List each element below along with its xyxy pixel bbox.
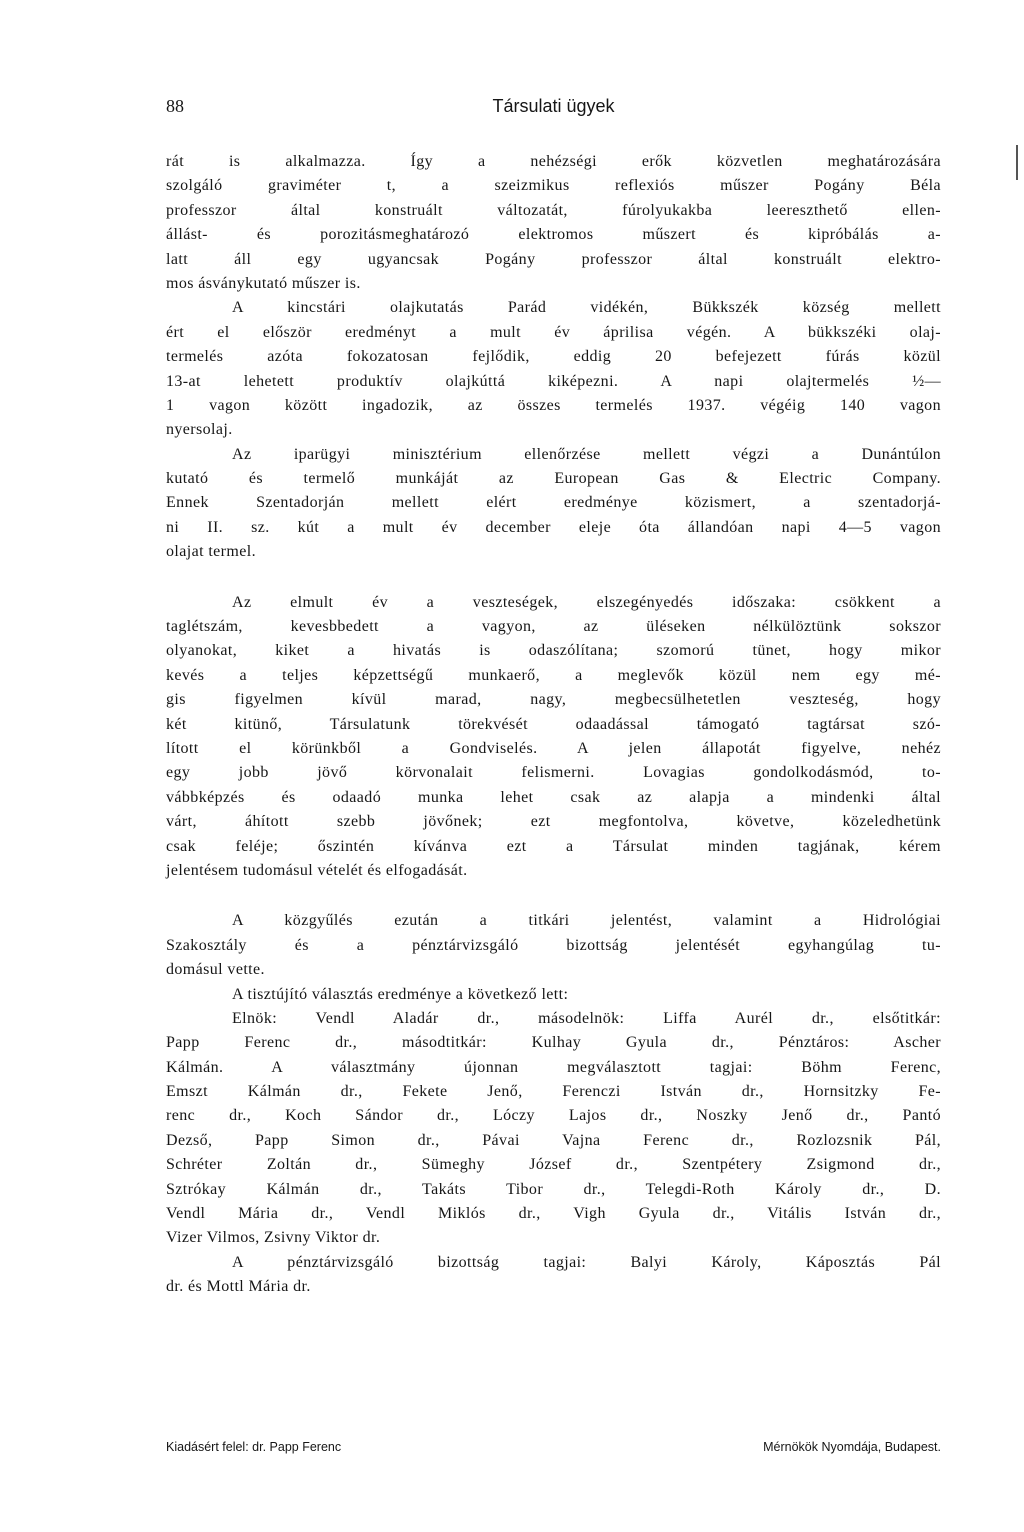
- text-line: állást- és porozitásmeghatározó elektromos műszert és kipróbálás a-: [166, 226, 941, 244]
- text-line: ni II. sz. kút a mult év december eleje óta állandóan napi 4—5 vagon: [166, 518, 941, 536]
- printer-credit: Mérnökök Nyomdája, Budapest.: [763, 1440, 941, 1454]
- paragraph: [166, 150, 941, 296]
- text-line: vábbképzés és odaadó munka lehet csak az alapja a mindenki által: [166, 788, 941, 806]
- paragraph-gap: [166, 565, 941, 591]
- text-line: kutató és termelő munkáját az European Gas & Electric Company.: [166, 470, 941, 488]
- text-line: olyanokat, kiket a hivatás is odaszólítana; szomorú tünet, hogy mikor: [166, 642, 941, 660]
- publisher-credit: Kiadásért felel: dr. Papp Ferenc: [166, 1440, 342, 1454]
- text-line: renc dr., Koch Sándor dr., Lóczy Lajos dr., Noszky Jenő dr., Pantó: [166, 1107, 941, 1125]
- page-header: [166, 96, 941, 124]
- page-number: 88: [166, 96, 184, 116]
- text-line: rát is alkalmazza. Így a nehézségi erők közvetlen meghatározására: [166, 153, 941, 170]
- text-line: A közgyűlés ezután a titkári jelentést, valamint a Hidrológiai: [232, 912, 941, 930]
- body-text: [166, 150, 941, 1300]
- text-line: domásul vette.: [166, 961, 265, 979]
- text-line: Dezső, Papp Simon dr., Pávai Vajna Ferenc dr., Rozlozsnik Pál,: [166, 1131, 941, 1149]
- text-line: latt áll egy ugyancsak Pogány professzor által konstruált elektro-: [166, 250, 941, 268]
- text-line: jelentésem tudomásul vételét és elfogadását.: [166, 861, 468, 879]
- text-line: A tisztújító választás eredménye a következő lett:: [232, 985, 569, 1003]
- paragraph-gap: [166, 883, 941, 909]
- paragraph: [166, 1007, 941, 1251]
- text-line: Szakosztály és a pénztárvizsgáló bizottság jelentését egyhangúlag tu-: [166, 936, 941, 954]
- text-line: két kitünő, Társulatunk törekvését odaadással támogató tagtársat szó-: [166, 715, 941, 733]
- text-line: 13-at lehetett produktív olajkúttá kiképezni. A napi olajtermelés ½—: [166, 372, 941, 390]
- paragraph: [166, 443, 941, 565]
- text-line: nyersolaj.: [166, 421, 233, 439]
- text-line: ért el először eredményt a mult év áprilisa végén. A bükkszéki olaj-: [166, 323, 941, 341]
- text-line: 1 vagon között ingadozik, az összes termelés 1937. végéig 140 vagon: [166, 396, 941, 414]
- running-title: Társulati ügyek: [492, 96, 615, 116]
- text-line: Emszt Kálmán dr., Fekete Jenő, Ferenczi István dr., Hornsitzky Fe-: [166, 1083, 941, 1101]
- text-line: professzor által konstruált változatát, fúrolyukakba leereszthető ellen-: [166, 201, 941, 219]
- text-line: Sztrókay Kálmán dr., Takáts Tibor dr., Telegdi-Roth Károly dr., D.: [166, 1180, 941, 1198]
- text-line: lított el körünkből a Gondviselés. A jelen állapotát figyelve, nehéz: [166, 739, 941, 757]
- text-line: szolgáló graviméter t, a szeizmikus reflexiós műszer Pogány Béla: [166, 177, 941, 195]
- text-line: Vizer Vilmos, Zsivny Viktor dr.: [166, 1229, 381, 1247]
- text-line: Vendl Mária dr., Vendl Miklós dr., Vigh Gyula dr., Vitális István dr.,: [166, 1205, 941, 1223]
- text-line: olajat termel.: [166, 543, 257, 561]
- text-line: Papp Ferenc dr., másodtitkár: Kulhay Gyula dr., Pénztáros: Ascher: [166, 1034, 941, 1052]
- text-line: A kincstári olajkutatás Parád vidékén, Bükkszék község mellett: [232, 299, 941, 317]
- text-line: várt, áhított szebb jövőnek; ezt megfontolva, követve, közeledhetünk: [166, 813, 941, 831]
- text-line: mos ásványkutató műszer is.: [166, 274, 361, 292]
- paragraph: [166, 983, 941, 1007]
- text-line: Az iparügyi minisztérium ellenőrzése mellett végzi a Dunántúlon: [232, 445, 941, 463]
- paragraph: [166, 296, 941, 442]
- text-line: Elnök: Vendl Aladár dr., másodelnök: Liffa Aurél dr., elsőtitkár:: [232, 1009, 941, 1027]
- text-line: termelés azóta fokozatosan fejlődik, eddig 20 befejezett fúrás közül: [166, 348, 941, 366]
- paragraph: [166, 1251, 941, 1300]
- text-line: kevés a teljes képzettségű munkaerő, a meglevők közül nem egy mé-: [166, 666, 941, 684]
- margin-mark: [1016, 145, 1018, 180]
- paragraph: [166, 909, 941, 982]
- page-footer: [166, 1440, 941, 1460]
- text-line: A pénztárvizsgáló bizottság tagjai: Balyi Károly, Káposztás Pál: [232, 1253, 941, 1271]
- paragraph: [166, 591, 941, 884]
- text-line: csak feléje; őszintén kívánva ezt a Társulat minden tagjának, kérem: [166, 837, 941, 855]
- text-line: Az elmult év a veszteségek, elszegényedés időszaka: csökkent a: [232, 593, 941, 611]
- text-line: Ennek Szentadorján mellett elért eredménye közismert, a szentadorjá-: [166, 494, 941, 512]
- text-line: egy jobb jövő körvonalait felismerni. Lovagias gondolkodásmód, to-: [166, 764, 941, 782]
- text-line: Kálmán. A választmány újonnan megválasztott tagjai: Böhm Ferenc,: [166, 1058, 941, 1076]
- text-line: Schréter Zoltán dr., Sümeghy József dr., Szentpétery Zsigmond dr.,: [166, 1156, 941, 1174]
- text-line: gis figyelmen kívül marad, nagy, megbecsülhetetlen veszteség, hogy: [166, 691, 941, 709]
- text-line: taglétszám, kevesbbedett a vagyon, az üléseken nélkülöztünk sokszor: [166, 618, 941, 636]
- text-line: dr. és Mottl Mária dr.: [166, 1278, 311, 1296]
